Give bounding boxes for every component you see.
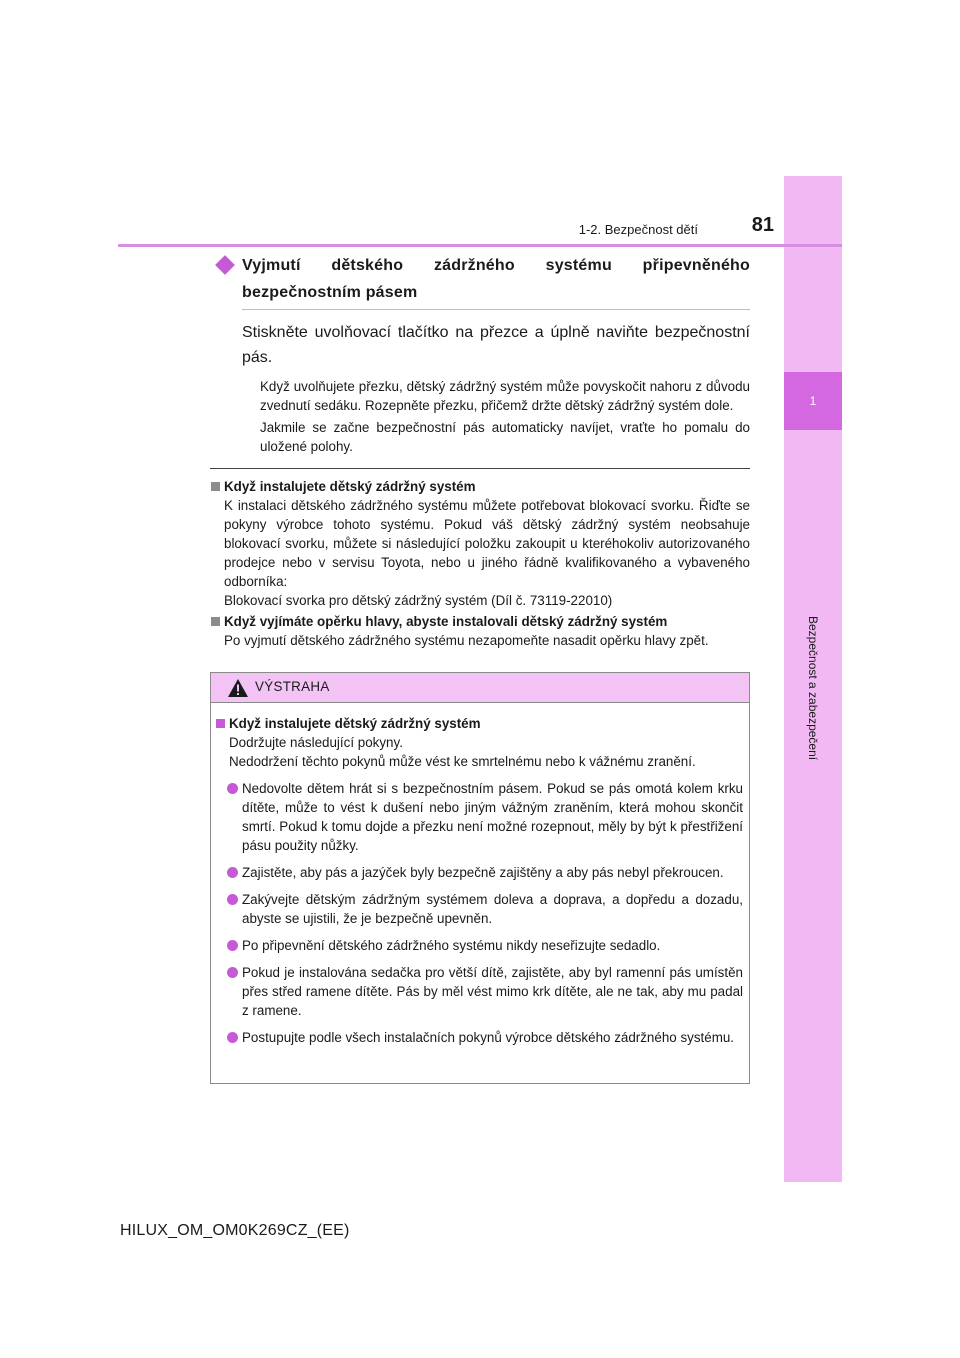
warning-box	[210, 672, 750, 1084]
info-headrest-heading	[210, 612, 750, 631]
warning-bullet	[215, 936, 743, 955]
warning-bullet	[215, 963, 743, 1020]
main-content	[210, 252, 750, 650]
warning-bullet-text: Zakývejte dětským zádržným systémem doleva a doprava, a dopředu a dozadu, abyste se ujistili, že je bezpečně upevněn.	[242, 892, 743, 926]
removal-note-2: Jakmile se začne bezpečnostní pás automaticky navíjet, vraťte ho pomalu do uložené polohy.	[260, 420, 750, 454]
info-install-body: K instalaci dětského zádržného systému můžete potřebovat blokovací svorku. Řiďte se pokyny výrobce tohoto systému. Pokud váš dětský zádržný systém neobsahuje blokovací svorku, můžete si následující položku zakoupit u kteréhokoliv autorizovaného prodejce nebo v servisu Toyota, nebo u jiného řádně kvalifikovaného a vybaveného odborníka:	[224, 498, 750, 589]
circle-bullet-icon	[227, 867, 238, 878]
warning-intro-1: Dodržujte následující pokyny.	[229, 735, 403, 750]
warning-heading-text: Když instalujete dětský zádržný systém	[229, 716, 481, 731]
warning-bullet	[215, 890, 743, 928]
info-install-part-number: Blokovací svorka pro dětský zádržný systém (Díl č. 73119-22010)	[224, 593, 613, 608]
circle-bullet-icon	[227, 783, 238, 794]
warning-content	[211, 703, 749, 1047]
info-headrest-body: Po vyjmutí dětského zádržného systému nezapomeňte nasadit opěrku hlavy zpět.	[224, 633, 709, 648]
info-install-heading-text: Když instalujete dětský zádržný systém	[224, 479, 476, 494]
warning-bullet	[215, 1028, 743, 1047]
warning-bullet-text: Zajistěte, aby pás a jazýček byly bezpečně zajištěny a aby pás nebyl překroucen.	[242, 865, 724, 880]
warning-bullet	[215, 779, 743, 855]
warning-bullet-text: Po připevnění dětského zádržného systému nikdy neseřizujte sedadlo.	[242, 938, 661, 953]
warning-triangle-icon	[227, 678, 249, 698]
warning-title-bar	[211, 673, 749, 703]
square-bullet-icon	[211, 482, 220, 491]
warning-title: VÝSTRAHA	[255, 679, 330, 694]
page-number: 81	[751, 214, 774, 236]
chapter-number: 1	[809, 394, 817, 408]
warning-bullet-text: Nedovolte dětem hrát si s bezpečnostním pásem. Pokud se pás omotá kolem krku dítěte, může to vést k dušení nebo jiným vážným zraněním, která mohou skončit smrtí. Pokud k tomu dojde a přezku není možné rozepnout, měly by být k přestřižení pásu použity nůžky.	[242, 781, 743, 853]
info-headrest	[210, 612, 750, 650]
chapter-title: Bezpečnost a zabezpečení	[806, 616, 820, 761]
removal-section	[210, 252, 750, 456]
warning-bullet-text: Postupujte podle všech instalačních pokynů výrobce dětského zádržného systému.	[242, 1030, 735, 1045]
header-divider	[118, 244, 842, 247]
info-install	[210, 477, 750, 610]
circle-bullet-icon	[227, 940, 238, 951]
heading-divider	[242, 309, 750, 310]
warning-heading	[215, 714, 743, 733]
removal-note-1: Když uvolňujete přezku, dětský zádržný systém může povyskočit nahoru z důvodu zvednutí sedáku. Rozepněte přezku, přičemž držte dětský zádržný systém dole.	[260, 379, 750, 413]
warning-bullet-text: Pokud je instalována sedačka pro větší dítě, zajistěte, aby byl ramenní pás umístěn přes střed ramene dítěte. Pás by měl vést mimo krk dítěte, ale ne tak, aby mu padal z ramene.	[242, 965, 743, 1018]
removal-heading: Vyjmutí dětského zádržného systému připevněného bezpečnostním pásem	[242, 257, 750, 301]
removal-step: Stiskněte uvolňovací tlačítko na přezce a úplně naviňte bezpečnostní pás.	[242, 324, 750, 366]
info-install-heading	[210, 477, 750, 496]
circle-bullet-icon	[227, 894, 238, 905]
document-code: HILUX_OM_OM0K269CZ_(EE)	[120, 1222, 350, 1239]
square-bullet-icon	[211, 617, 220, 626]
section-divider	[210, 468, 750, 469]
warning-bullet	[215, 863, 743, 882]
square-bullet-icon	[216, 719, 225, 728]
warning-intro-2: Nedodržení těchto pokynů může vést ke smrtelnému nebo k vážnému zranění.	[229, 754, 696, 769]
info-headrest-heading-text: Když vyjímáte opěrku hlavy, abyste instalovali dětský zádržný systém	[224, 614, 668, 629]
circle-bullet-icon	[227, 967, 238, 978]
section-title: 1-2. Bezpečnost dětí	[578, 222, 698, 237]
circle-bullet-icon	[227, 1032, 238, 1043]
chapter-side-tab	[784, 176, 842, 1182]
chapter-title-container	[786, 616, 840, 816]
